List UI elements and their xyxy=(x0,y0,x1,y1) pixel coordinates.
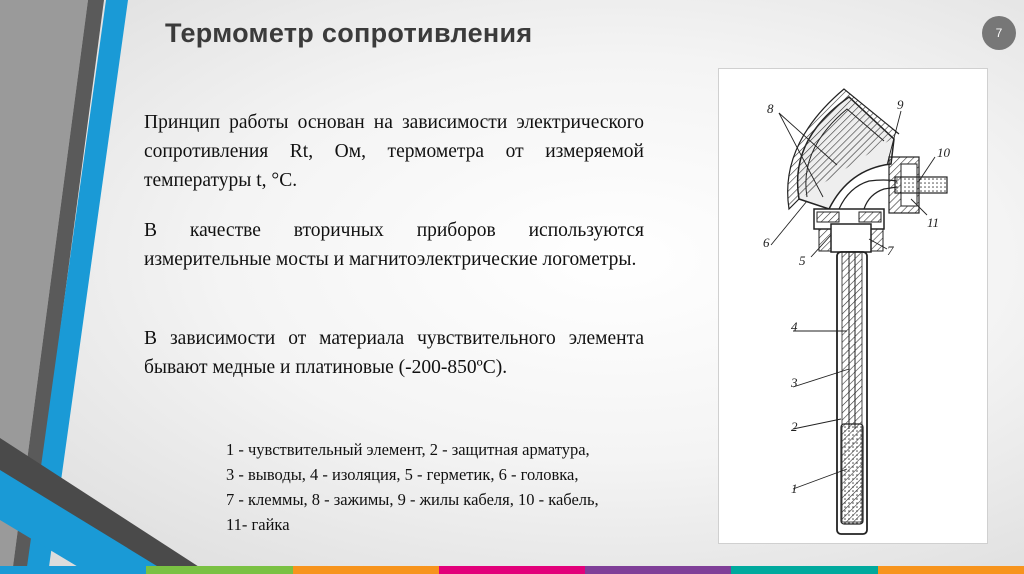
bottom-color-bar xyxy=(0,566,1024,574)
page-title: Термометр сопротивления xyxy=(165,18,533,48)
color-segment xyxy=(439,566,585,574)
label-11: 11 xyxy=(927,215,940,230)
label-10: 10 xyxy=(937,145,950,160)
label-8: 8 xyxy=(767,101,774,116)
figure-legend xyxy=(226,437,696,537)
thermometer-drawing xyxy=(719,69,987,543)
color-segment xyxy=(585,566,731,574)
label-6: 6 xyxy=(763,235,770,250)
page-number-badge: 7 xyxy=(982,16,1016,50)
label-4: 4 xyxy=(791,319,798,334)
legend-line: 7 - клеммы, 8 - зажимы, 9 - жилы кабеля, 10 - кабель, xyxy=(226,490,599,509)
label-9: 9 xyxy=(897,97,904,112)
label-5: 5 xyxy=(799,253,806,268)
legend-line: 1 - чувствительный элемент, 2 - защитная арматура, xyxy=(226,440,590,459)
paragraph-principle: Принцип работы основан на зависимости электрического сопротивления Rt, Ом, термометра от измеряемой температуры t, °С. xyxy=(144,112,644,191)
thermometer-diagram xyxy=(718,68,988,544)
color-segment xyxy=(731,566,877,574)
legend-line: 11- гайка xyxy=(226,515,290,534)
color-segment xyxy=(878,566,1024,574)
paragraph-materials: В зависимости от материала чувствительного элемента бывают медные и платиновые (-200-850ºС). xyxy=(144,328,644,378)
label-7: 7 xyxy=(887,243,894,258)
color-segment xyxy=(0,566,146,574)
legend-line: 3 - выводы, 4 - изоляция, 5 - герметик, 6 - головка, xyxy=(226,465,579,484)
label-3: 3 xyxy=(791,375,798,390)
paragraph-secondary-devices: В качестве вторичных приборов используются измерительные мосты и магнитоэлектрические логометры. xyxy=(144,220,644,270)
color-segment xyxy=(146,566,292,574)
label-1: 1 xyxy=(791,481,798,496)
decorative-stripes xyxy=(0,0,240,574)
label-2: 2 xyxy=(791,419,798,434)
color-segment xyxy=(293,566,439,574)
